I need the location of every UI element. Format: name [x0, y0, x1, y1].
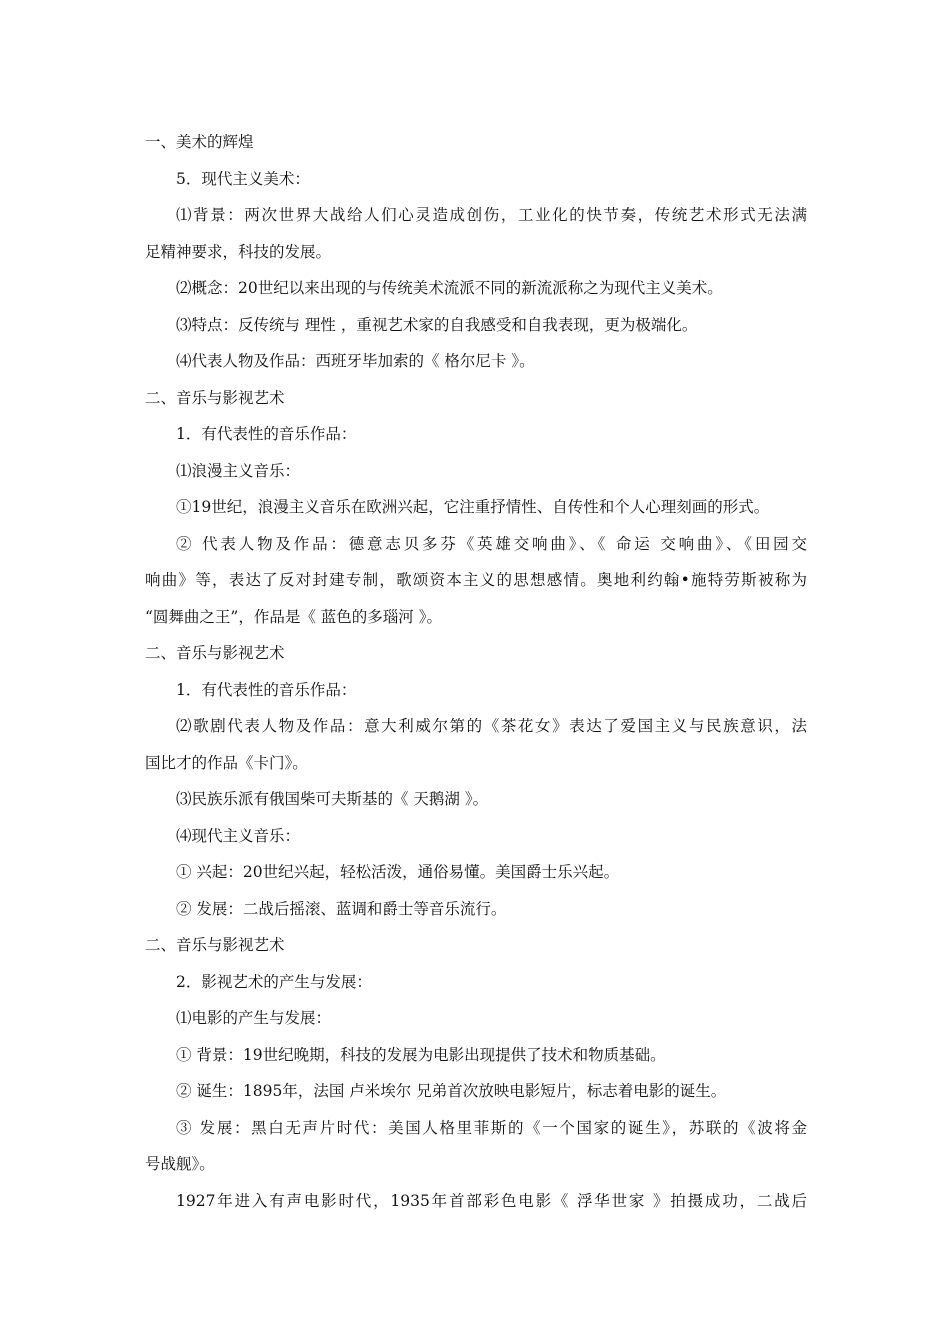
text-line: ⑷现代主义音乐：: [176, 826, 301, 845]
text-line: ⑵概念：20世纪以来出现的与传统美术流派不同的新流派称之为现代主义美术。: [176, 279, 723, 297]
text-line: 国比才的作品《卡门》。: [145, 753, 308, 772]
text-line: ⑷代表人物及作品：西班牙毕加索的《 格尔尼卡 》。: [176, 352, 535, 370]
text-line: ③ 发展：黑白无声片时代：美国人格里菲斯的《一个国家的诞生》，苏联的《波将金: [176, 1118, 807, 1137]
text-line: 号战舰》。: [145, 1155, 215, 1173]
text-line: ⑶特点：反传统与 理性 ，重视艺术家的自我感受和自我表现，更为极端化。: [176, 315, 698, 334]
text-line: ② 发展：二战后摇滚、蓝调和爵士等音乐流行。: [176, 899, 507, 918]
text-line: 2．影视艺术的产生与发展：: [176, 972, 372, 991]
document-body: [145, 124, 807, 1219]
text-line: 响曲》等，表达了反对封建专制，歌颂资本主义的思想感情。奥地利约翰•施特劳斯被称为: [145, 571, 807, 589]
text-line: 1．有代表性的音乐作品：: [176, 680, 357, 699]
text-line: ⑴电影的产生与发展：: [176, 1009, 332, 1027]
text-line: ① 兴起：20世纪兴起，轻松活泼，通俗易懂。美国爵士乐兴起。: [176, 863, 620, 881]
text-line: ② 诞生：1895年，法国 卢米埃尔 兄弟首次放映电影短片，标志着电影的诞生。: [176, 1082, 727, 1100]
text-line: 1．有代表性的音乐作品：: [176, 425, 357, 443]
text-line: ① 背景：19世纪晚期，科技的发展为电影出现提供了技术和物质基础。: [176, 1045, 666, 1064]
text-line: 二、音乐与影视艺术: [145, 388, 285, 407]
text-line: ①19世纪，浪漫主义音乐在欧洲兴起，它注重抒情性、自传性和个人心理刻画的形式。: [176, 498, 770, 516]
text-line: 5．现代主义美术：: [176, 169, 310, 188]
text-line: ⑴浪漫主义音乐：: [176, 461, 301, 480]
text-line: ⑵歌剧代表人物及作品：意大利威尔第的《茶花女》表达了爱国主义与民族意识，法: [176, 717, 807, 735]
text-line: 二、音乐与影视艺术: [145, 644, 285, 662]
text-line: “圆舞曲之王”，作品是《 蓝色的多瑙河 》。: [145, 607, 442, 626]
text-line: ② 代表人物及作品：德意志贝多芬《英雄交响曲》、《 命运 交响曲》、《田园交: [176, 534, 807, 553]
text-line: 1927年进入有声电影时代，1935年首部彩色电影《 浮华世家 》拍摄成功，二战后: [176, 1191, 807, 1210]
text-line: ⑶民族乐派有俄国柴可夫斯基的《 天鹅湖 》。: [176, 790, 489, 808]
text-line: 一、美术的辉煌: [145, 133, 254, 151]
text-line: 二、音乐与影视艺术: [145, 936, 285, 954]
text-line: ⑴背景：两次世界大战给人们心灵造成创伤，工业化的快节奏，传统艺术形式无法满: [176, 206, 807, 224]
text-line: 足精神要求，科技的发展。: [145, 242, 332, 261]
